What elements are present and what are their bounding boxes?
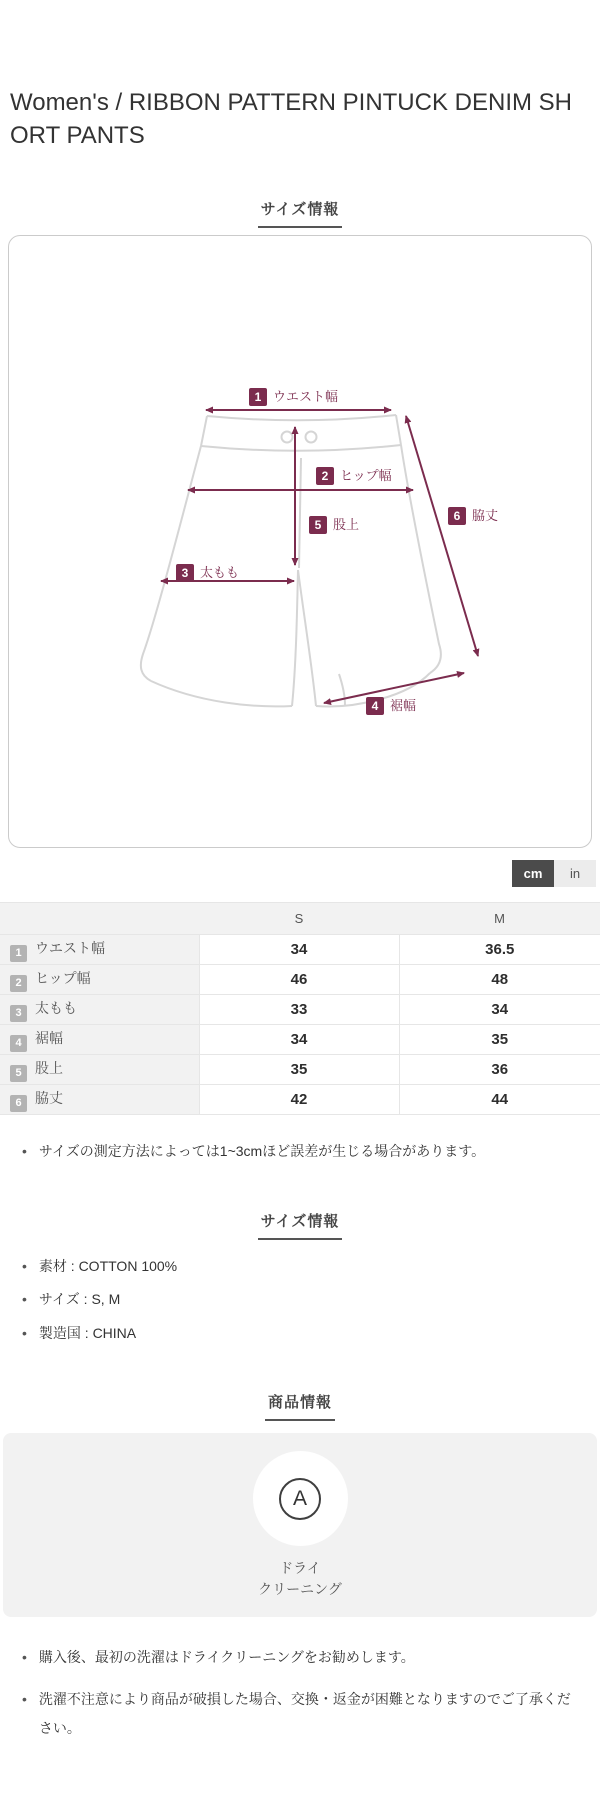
cell-s: 42 (199, 1085, 399, 1115)
bullet-icon: • (22, 1291, 27, 1308)
measure-label-side-length: 6 脇丈 (448, 507, 498, 525)
row-label: 太もも (35, 999, 77, 1016)
page-title: Women's / RIBBON PATTERN PINTUCK DENIM SHORT PANTS (10, 89, 572, 150)
cell-m: 44 (399, 1085, 600, 1115)
size-table-col-m: M (399, 903, 600, 935)
care-note: • 洗濯不注意により商品が破損した場合、交換・返金が困難となりますのでご了承ください。 (22, 1685, 582, 1742)
cell-s: 46 (199, 965, 399, 995)
shorts-diagram (9, 236, 592, 847)
table-row (0, 935, 600, 965)
row-badge: 1 (10, 945, 27, 962)
care-symbol-circle (253, 1451, 348, 1546)
row-label: ウエスト幅 (35, 939, 105, 956)
care-panel (3, 1433, 597, 1617)
unit-in-button[interactable]: in (554, 860, 596, 887)
measurement-note-list (0, 1139, 600, 1164)
bullet-icon: • (22, 1143, 27, 1160)
care-note: • 購入後、最初の洗濯はドライクリーニングをお勧めします。 (22, 1643, 582, 1672)
cell-s: 34 (199, 1025, 399, 1055)
cell-m: 36 (399, 1055, 600, 1085)
care-note-list (0, 1643, 600, 1775)
row-label: 裾幅 (35, 1029, 63, 1046)
cell-s: 33 (199, 995, 399, 1025)
measure-label-waist: 1 ウエスト幅 (249, 388, 338, 406)
measurement-lines (161, 410, 478, 703)
row-badge: 2 (10, 975, 27, 992)
measure-label-hem: 4 裾幅 (366, 697, 416, 715)
row-badge: 4 (10, 1035, 27, 1052)
cell-m: 35 (399, 1025, 600, 1055)
product-section-heading: 商品情報 (0, 1391, 600, 1421)
cell-m: 34 (399, 995, 600, 1025)
bullet-icon: • (22, 1649, 27, 1666)
bullet-icon: • (22, 1324, 27, 1341)
info-list (0, 1254, 600, 1346)
info-section-heading: サイズ情報 (0, 1210, 600, 1240)
bullet-icon: • (22, 1257, 27, 1274)
table-row (0, 1055, 600, 1085)
measure-label-thigh: 3 太もも (176, 564, 239, 582)
size-table-header-row (0, 903, 600, 935)
table-row (0, 1085, 600, 1115)
cell-m: 48 (399, 965, 600, 995)
measurement-note: • サイズの測定方法によっては1~3cmほど誤差が生じる場合があります。 (22, 1139, 582, 1164)
table-row (0, 1025, 600, 1055)
row-badge: 6 (10, 1095, 27, 1112)
row-label: 脇丈 (35, 1089, 63, 1106)
table-row (0, 965, 600, 995)
table-row (0, 995, 600, 1025)
row-badge: 3 (10, 1005, 27, 1022)
info-item-origin: • 製造国 : CHINA (22, 1321, 582, 1346)
shorts-outline (141, 415, 441, 706)
row-label: ヒップ幅 (35, 969, 91, 986)
size-table-col-s: S (199, 903, 399, 935)
cell-s: 34 (199, 935, 399, 965)
size-section-heading: サイズ情報 (0, 198, 600, 228)
cell-m: 36.5 (399, 935, 600, 965)
info-item-material: • 素材 : COTTON 100% (22, 1254, 582, 1279)
unit-toggle (0, 860, 596, 887)
unit-cm-button[interactable]: cm (512, 860, 554, 887)
measure-label-hip: 2 ヒップ幅 (316, 467, 392, 485)
size-table (0, 902, 600, 1115)
bullet-icon: • (22, 1690, 27, 1707)
care-label: ドライ クリーニング (258, 1560, 342, 1597)
cell-s: 35 (199, 1055, 399, 1085)
size-diagram-box (8, 235, 592, 848)
row-badge: 5 (10, 1065, 27, 1082)
info-item-size: • サイズ : S, M (22, 1287, 582, 1312)
dry-clean-a-icon: A (279, 1478, 321, 1520)
measure-label-rise: 5 股上 (309, 516, 359, 534)
size-table-corner (0, 903, 199, 935)
row-label: 股上 (35, 1059, 63, 1076)
